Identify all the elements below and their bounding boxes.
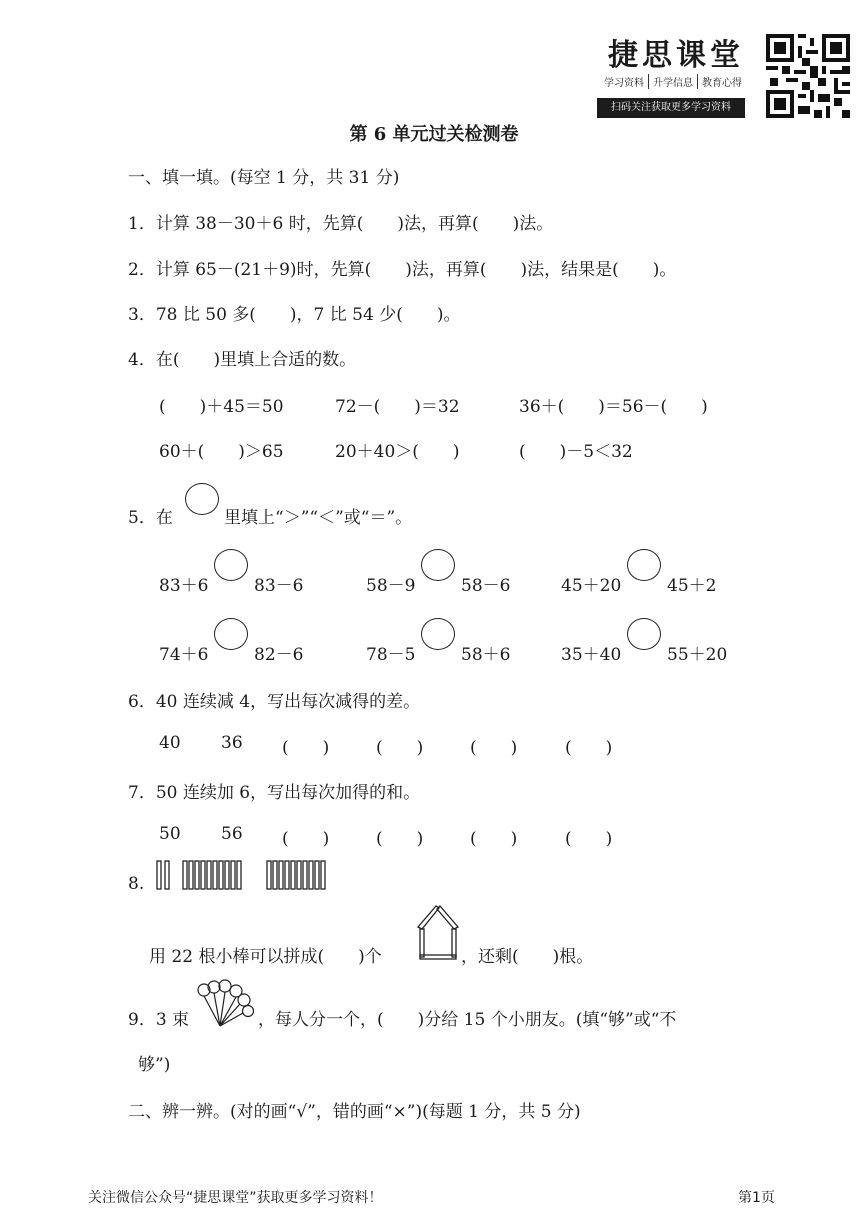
q5-right: 58＋6 — [461, 645, 511, 665]
question-2: 2．计算 65－(21＋9)时，先算( )法，再算( )法，结果是( )。 — [128, 260, 677, 280]
question-6-stem: 6．40 连续减 4，写出每次减得的差。 — [128, 692, 421, 712]
question-8-suffix: ，还剩( )根。 — [461, 947, 594, 967]
house-shape-icon — [415, 903, 461, 961]
balloons-icon — [194, 978, 256, 1028]
q7-seq-item: 56 — [221, 824, 243, 844]
q5-left: 35＋40 — [561, 645, 622, 665]
q5-left: 83＋6 — [159, 576, 209, 596]
q5-right: 82－6 — [254, 645, 304, 665]
q5-right: 55＋20 — [667, 645, 728, 665]
compare-circle-icon — [421, 618, 455, 650]
brand-title: 捷思课堂 — [608, 38, 744, 73]
q4-item: 20＋40＞( ) — [335, 442, 460, 462]
question-9-line2: 够”) — [138, 1055, 171, 1075]
q6-seq-item: ( ) — [470, 738, 518, 758]
q5-left: 74＋6 — [159, 645, 209, 665]
page-title: 第 6 单元过关检测卷 — [349, 124, 519, 145]
q7-seq-item: ( ) — [565, 829, 613, 849]
q4-item: 60＋( )＞65 — [159, 442, 284, 462]
sticks-icon — [155, 858, 345, 892]
question-5-suffix: 里填上“＞”“＜”或“＝”。 — [224, 508, 413, 528]
q5-right: 45＋2 — [667, 576, 717, 596]
compare-circle-icon — [185, 483, 219, 515]
q6-seq-item: ( ) — [565, 738, 613, 758]
compare-circle-icon — [214, 618, 248, 650]
question-3: 3．78 比 50 多( )，7 比 54 少( )。 — [128, 305, 461, 325]
q5-left: 78－5 — [366, 645, 416, 665]
question-5-prefix: 5．在 — [128, 508, 173, 528]
compare-circle-icon — [421, 549, 455, 581]
q6-seq-item: ( ) — [282, 738, 330, 758]
q4-item: ( )＋45＝50 — [159, 397, 284, 417]
question-9-prefix: 9．3 束 — [128, 1010, 190, 1030]
q5-right: 58－6 — [461, 576, 511, 596]
brand-sub-item: 升学信息 — [649, 74, 698, 89]
q5-right: 83－6 — [254, 576, 304, 596]
q6-seq-item: 36 — [221, 733, 243, 753]
question-1: 1．计算 38－30＋6 时，先算( )法，再算( )法。 — [128, 214, 554, 234]
q4-item: 72－( )＝32 — [335, 397, 460, 417]
qr-code-icon — [766, 34, 850, 118]
compare-circle-icon — [214, 549, 248, 581]
q7-seq-item: ( ) — [282, 829, 330, 849]
section1-heading: 一、填一填。(每空 1 分，共 31 分) — [128, 168, 400, 188]
q5-left: 45＋20 — [561, 576, 622, 596]
q4-item: 36＋( )＝56－( ) — [519, 397, 708, 417]
page-number: 第1页 — [738, 1190, 775, 1206]
compare-circle-icon — [627, 549, 661, 581]
q5-left: 58－9 — [366, 576, 416, 596]
question-8-prefix: 用 22 根小棒可以拼成( )个 — [149, 947, 382, 967]
brand-sub-item: 学习资料 — [600, 74, 649, 89]
question-8-number: 8. — [128, 874, 145, 894]
q7-seq-item: ( ) — [376, 829, 424, 849]
footer-note: 关注微信公众号“捷思课堂”获取更多学习资料！ — [88, 1190, 383, 1206]
brand-sub-item: 教育心得 — [702, 78, 742, 89]
q7-seq-item: 50 — [159, 824, 181, 844]
q6-seq-item: ( ) — [376, 738, 424, 758]
question-9-suffix: ，每人分一个，( )分给 15 个小朋友。(填“够”或“不 — [258, 1010, 677, 1030]
brand-bar: 扫码关注获取更多学习资料 — [597, 98, 745, 118]
q7-seq-item: ( ) — [470, 829, 518, 849]
q4-item: ( )－5＜32 — [519, 442, 633, 462]
question-7-stem: 7．50 连续加 6，写出每次加得的和。 — [128, 783, 421, 803]
question-4-stem: 4．在( )里填上合适的数。 — [128, 350, 357, 370]
brand-subtitles — [600, 74, 746, 89]
compare-circle-icon — [627, 618, 661, 650]
q6-seq-item: 40 — [159, 733, 181, 753]
section2-heading: 二、辨一辨。(对的画“√”，错的画“×”)(每题 1 分，共 5 分) — [128, 1102, 581, 1122]
